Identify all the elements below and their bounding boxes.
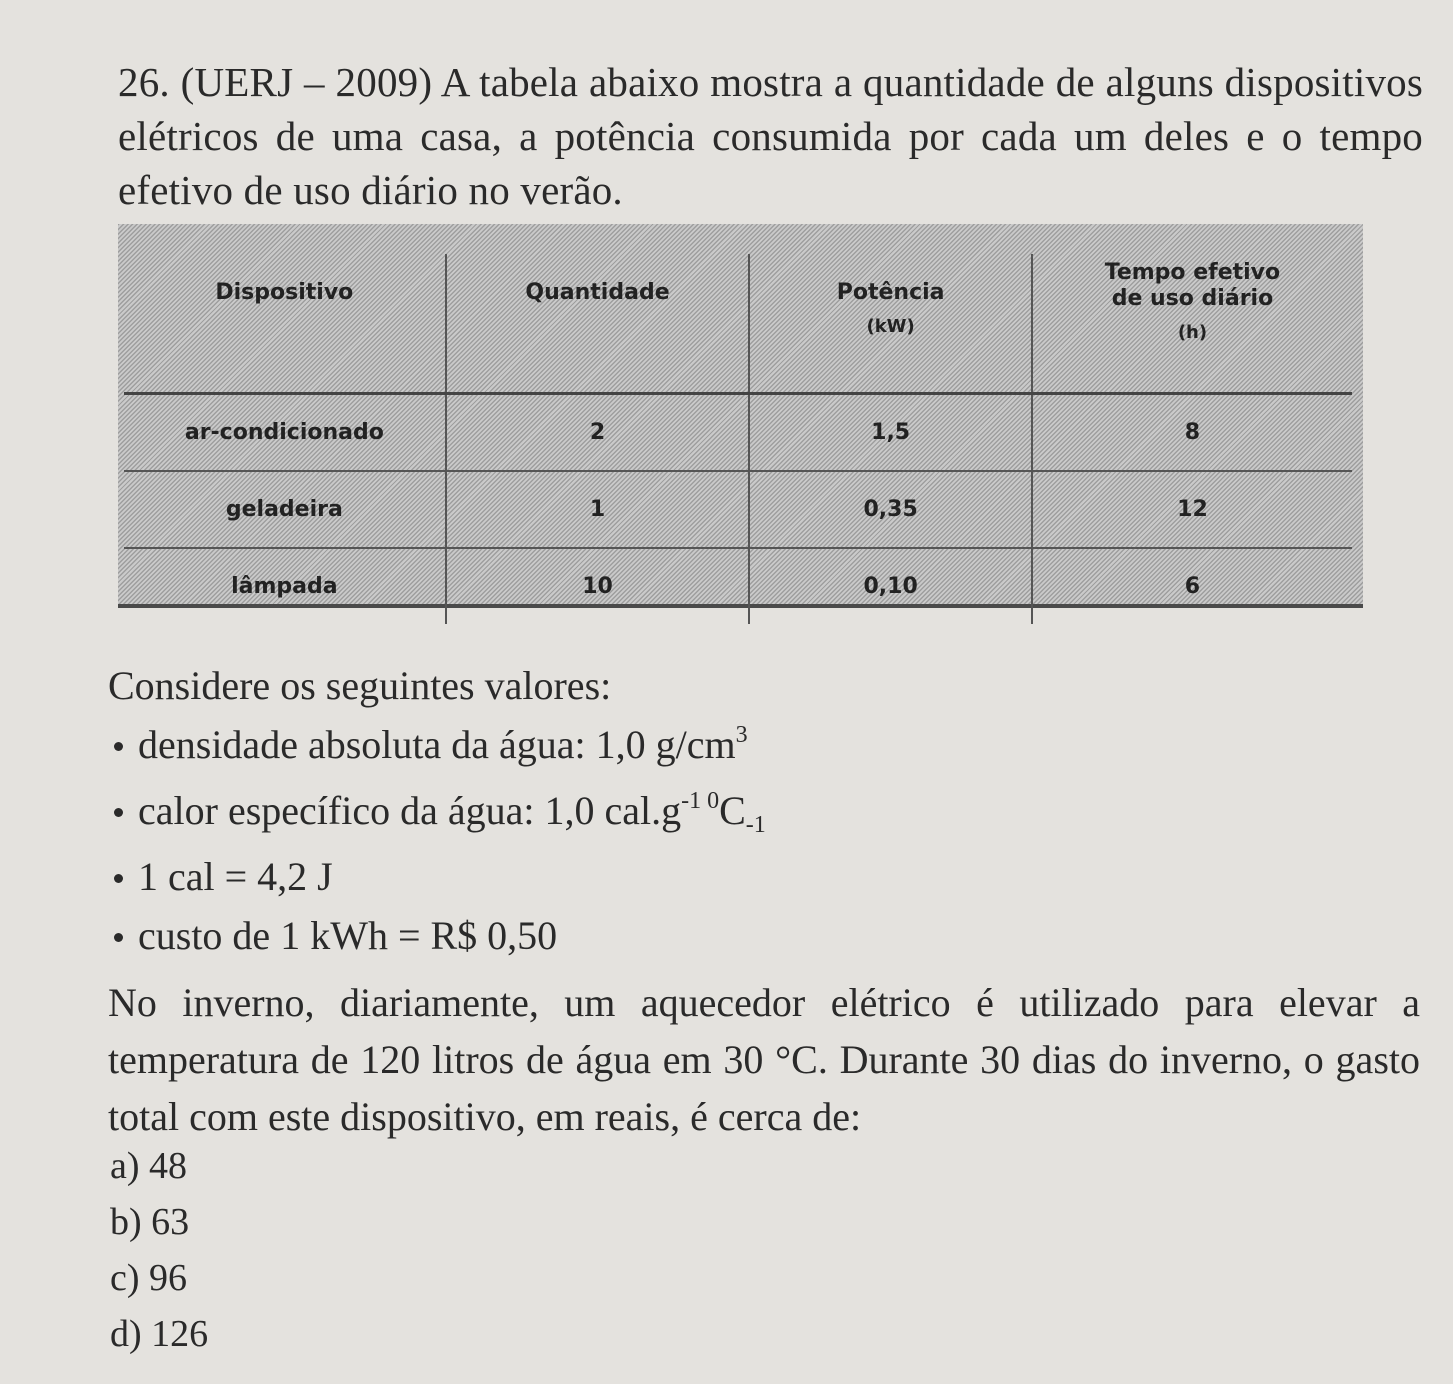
cell-device: geladeira bbox=[124, 471, 446, 548]
table-row bbox=[124, 394, 1352, 472]
cell-quantity: 2 bbox=[446, 394, 750, 472]
cell-device: ar-condicionado bbox=[124, 394, 446, 472]
cell-time: 6 bbox=[1184, 574, 1201, 599]
table-row bbox=[124, 471, 1352, 548]
value-density: densidade absoluta da água: 1,0 $g/cm^3$ bbox=[108, 715, 766, 781]
power-unit: (kW) bbox=[866, 316, 915, 337]
option-c[interactable]: c) 96 bbox=[110, 1257, 188, 1299]
device-table bbox=[124, 254, 1352, 624]
answer-options bbox=[110, 1138, 208, 1362]
header-time: Tempo efetivo de uso diário (h) bbox=[1032, 254, 1352, 394]
time-unit: (h) bbox=[1177, 322, 1208, 343]
values-list bbox=[108, 715, 766, 965]
value-specific-heat: calor específico da água: 1,0 $cal.g^{-1 0}C_{-1}$ bbox=[108, 781, 766, 847]
option-b[interactable]: b) 63 bbox=[110, 1201, 190, 1243]
cell-quantity: 1 bbox=[446, 471, 750, 548]
table-row bbox=[124, 548, 1352, 624]
header-power: Potência (kW) bbox=[749, 254, 1032, 394]
given-values bbox=[108, 656, 766, 965]
header-device: Dispositivo bbox=[124, 254, 446, 394]
cell-quantity: 10 bbox=[446, 548, 750, 624]
value-kwh-cost: custo de 1 kWh = R$ 0,50 bbox=[108, 906, 766, 965]
cell-power: 1,5 bbox=[749, 394, 1032, 472]
value-cal-conversion: 1 cal = 4,2 J bbox=[108, 847, 766, 906]
option-d[interactable]: d) 126 bbox=[110, 1313, 209, 1355]
question-statement: 26. (UERJ – 2009) A tabela abaixo mostra a quantidade de alguns dispositivos elétricos de uma casa, a potência consumida por cada um deles e o tempo efetivo de uso diário no verão. bbox=[118, 59, 1423, 213]
header-quantity: Quantidade bbox=[446, 254, 750, 394]
cell-power: 0,35 bbox=[749, 471, 1032, 548]
problem-statement: No inverno, diariamente, um aquecedor elétrico é utilizado para elevar a temperatura de 120 litros de água em 30 °C. Durante 30 dias do inverno, o gasto total com este dispositivo, em reais, é cerca de: bbox=[108, 980, 1420, 1139]
cell-power: 0,10 bbox=[749, 548, 1032, 624]
table-header-row bbox=[124, 254, 1352, 394]
cell-device: lâmpada bbox=[124, 548, 446, 624]
cell-time: 12 bbox=[1177, 497, 1208, 522]
device-table-figure bbox=[118, 224, 1363, 608]
cell-time: 8 bbox=[1184, 420, 1201, 445]
option-a[interactable]: a) 48 bbox=[110, 1145, 188, 1187]
values-title: Considere os seguintes valores: bbox=[108, 663, 612, 708]
